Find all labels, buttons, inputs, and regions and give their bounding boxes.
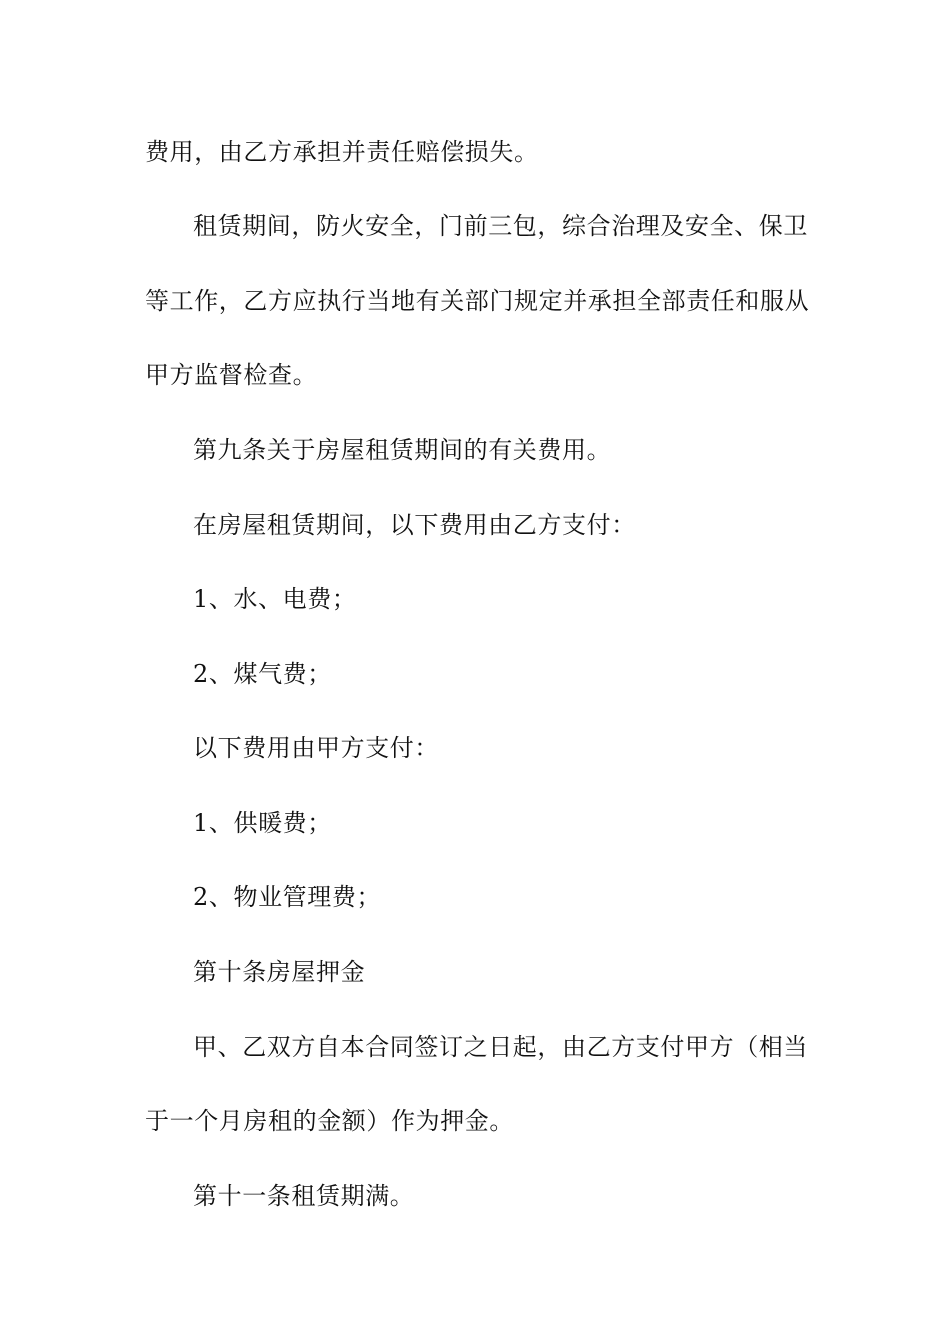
text-line-14: 于一个月房租的金额）作为押金。 (145, 1107, 514, 1135)
text-line-8: 2、煤气费； (193, 660, 332, 688)
text-line-7: 1、水、电费； (193, 585, 357, 613)
text-line-13: 甲、乙双方自本合同签订之日起，由乙方支付甲方（相当 (193, 1033, 808, 1061)
text-line-4: 甲方监督检查。 (145, 361, 318, 389)
text-line-1: 费用，由乙方承担并责任赔偿损失。 (145, 138, 539, 166)
text-line-9: 以下费用由甲方支付： (193, 734, 439, 762)
text-line-15: 第十一条租赁期满。 (193, 1182, 415, 1210)
text-line-11: 2、物业管理费； (193, 883, 382, 911)
text-line-3: 等工作，乙方应执行当地有关部门规定并承担全部责任和服从 (145, 287, 810, 315)
text-line-2: 租赁期间，防火安全，门前三包，综合治理及安全、保卫 (193, 212, 808, 240)
text-line-12: 第十条房屋押金 (193, 958, 366, 986)
text-line-6: 在房屋租赁期间，以下费用由乙方支付： (193, 511, 636, 539)
text-line-10: 1、供暖费； (193, 809, 332, 837)
text-line-5: 第九条关于房屋租赁期间的有关费用。 (193, 436, 612, 464)
